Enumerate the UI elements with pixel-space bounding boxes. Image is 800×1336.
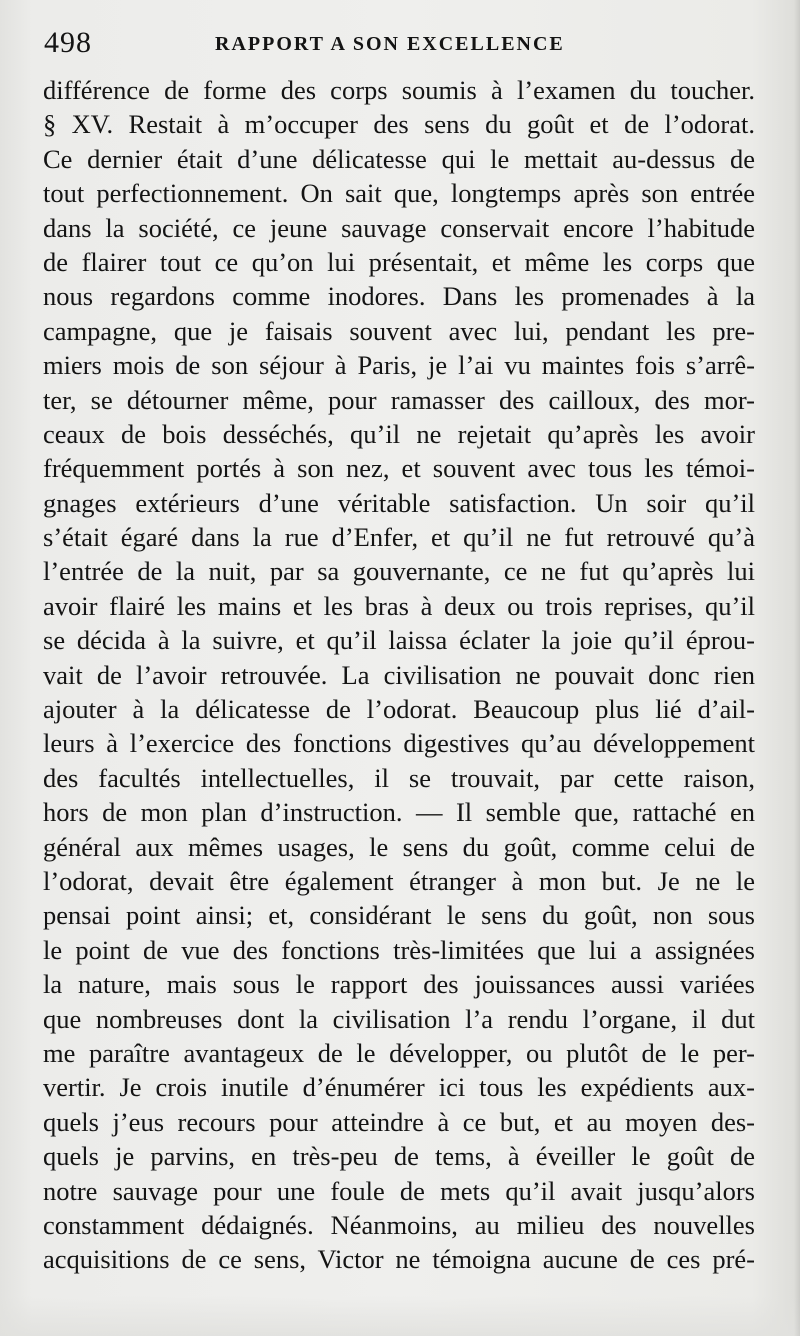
text-line: que nombreuses dont la civilisation l’a rendu l’organe, il dut: [43, 1003, 755, 1034]
running-head: [0, 22, 800, 68]
text-line: quels je parvins, en très-peu de tems, à éveiller le goût de: [43, 1141, 755, 1172]
text-line: tout perfectionnement. On sait que, longtemps après son entrée: [43, 178, 755, 209]
text-line: miers mois de son séjour à Paris, je l’ai vu maintes fois s’arrê-: [43, 350, 755, 381]
text-line: § XV. Restait à m’occuper des sens du goût et de l’odorat.: [43, 109, 755, 140]
body-text: [43, 73, 755, 1277]
text-line: le point de vue des fonctions très-limitées que lui a assignées: [43, 934, 755, 965]
page-edge-shadow: [794, 0, 800, 1336]
text-line: avoir flairé les mains et les bras à deux ou trois reprises, qu’il: [43, 590, 755, 621]
text-line: acquisitions de ce sens, Victor ne témoigna aucune de ces pré-: [43, 1244, 755, 1275]
page-number: 498: [44, 26, 92, 59]
text-line: Ce dernier était d’une délicatesse qui le mettait au-dessus de: [43, 143, 755, 174]
running-title: RAPPORT A SON EXCELLENCE: [215, 33, 565, 55]
text-line: constamment dédaignés. Néanmoins, au milieu des nouvelles: [43, 1209, 755, 1240]
text-line: ter, se détourner même, pour ramasser des cailloux, des mor-: [43, 384, 755, 415]
text-line: de flairer tout ce qu’on lui présentait, et même les corps que: [43, 246, 755, 277]
text-line: pensai point ainsi; et, considérant le sens du goût, non sous: [43, 900, 755, 931]
text-line: différence de forme des corps soumis à l’examen du toucher.: [43, 75, 755, 105]
text-line: notre sauvage pour une foule de mets qu’il avait jusqu’alors: [43, 1175, 755, 1206]
page-bottom-shade: [0, 1296, 800, 1336]
text-line: s’était égaré dans la rue d’Enfer, et qu’il ne fut retrouvé qu’à: [43, 522, 755, 553]
text-line: ajouter à la délicatesse de l’odorat. Beaucoup plus lié d’ail-: [43, 694, 755, 725]
text-line: gnages extérieurs d’une véritable satisfaction. Un soir qu’il: [43, 487, 755, 518]
text-line: l’entrée de la nuit, par sa gouvernante, ce ne fut qu’après lui: [43, 556, 755, 587]
text-line: la nature, mais sous le rapport des jouissances aussi variées: [43, 969, 755, 1000]
text-line: vait de l’avoir retrouvée. La civilisation ne pouvait donc rien: [43, 659, 755, 690]
text-line: général aux mêmes usages, le sens du goût, comme celui de: [43, 831, 755, 862]
text-line: leurs à l’exercice des fonctions digestives qu’au développement: [43, 728, 755, 759]
text-line: nous regardons comme inodores. Dans les promenades à la: [43, 281, 755, 312]
text-line: hors de mon plan d’instruction. — Il semble que, rattaché en: [43, 797, 755, 828]
text-line: des facultés intellectuelles, il se trouvait, par cette raison,: [43, 762, 755, 793]
text-line: dans la société, ce jeune sauvage conservait encore l’habitude: [43, 212, 755, 243]
text-line: fréquemment portés à son nez, et souvent avec tous les témoi-: [43, 453, 755, 484]
text-line: se décida à la suivre, et qu’il laissa éclater la joie qu’il éprou-: [43, 625, 755, 656]
text-line: me paraître avantageux de le développer, ou plutôt de le per-: [43, 1037, 755, 1068]
text-line: l’odorat, devait être également étranger à mon but. Je ne le: [43, 865, 755, 896]
text-line: campagne, que je faisais souvent avec lui, pendant les pre-: [43, 315, 755, 346]
text-line: quels j’eus recours pour atteindre à ce but, et au moyen des-: [43, 1106, 755, 1137]
text-line: vertir. Je crois inutile d’énumérer ici tous les expédients aux-: [43, 1072, 755, 1103]
text-line: ceaux de bois desséchés, qu’il ne rejetait qu’après les avoir: [43, 418, 755, 449]
